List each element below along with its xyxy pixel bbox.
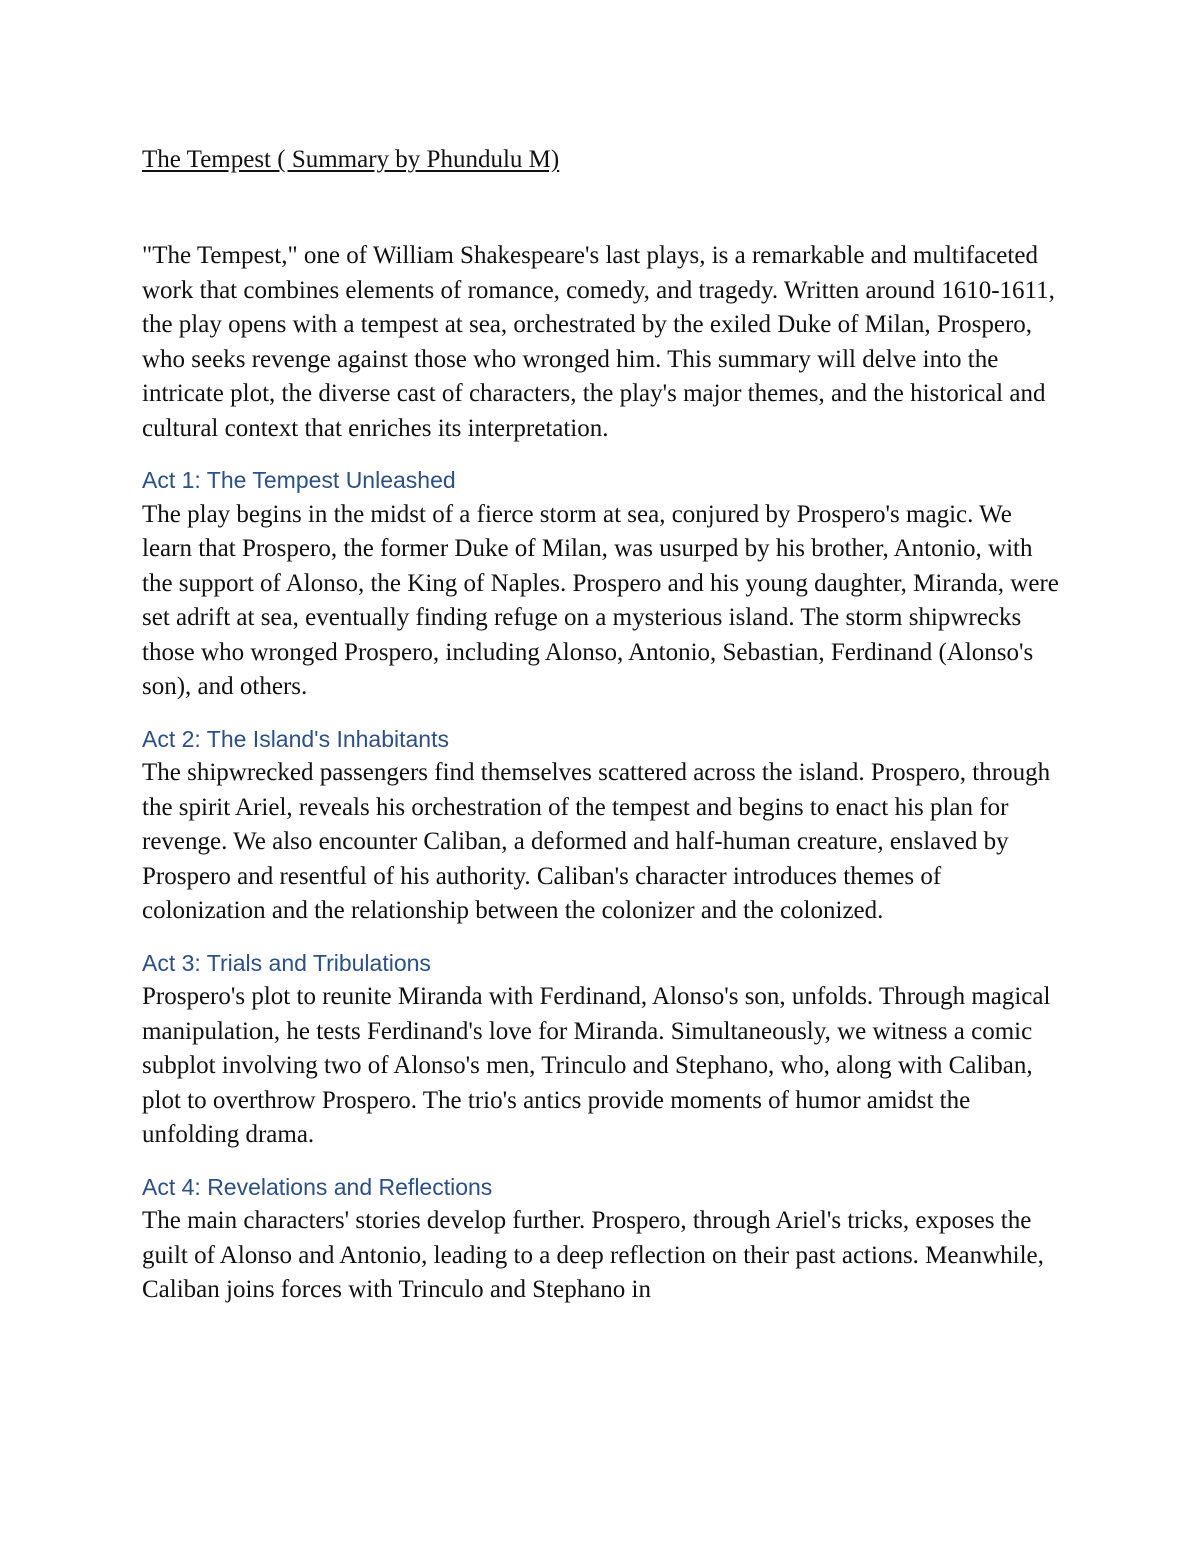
section-heading: Act 4: Revelations and Reflections bbox=[142, 1173, 493, 1200]
section-paragraph: The shipwrecked passengers find themselves scattered across the island. Prospero, through the spirit Ariel, reveals his orchestration of the tempest and begins to enact his plan for revenge. We also encounter Caliban, a deformed and half-human creature, enslaved by Prospero and resentful of his authority. Caliban's character introduces themes of colonization and the relationship between the colonizer and the colonized. bbox=[142, 759, 1051, 924]
section-act-3 bbox=[142, 946, 1067, 1153]
section-heading: Act 2: The Island's Inhabitants bbox=[142, 725, 449, 752]
intro-paragraph: "The Tempest," one of William Shakespeare's last plays, is a remarkable and multifaceted work that combines elements of romance, comedy, and tragedy. Written around 1610-1611, the play opens with a tempest at sea, orchestrated by the exiled Duke of Milan, Prospero, who seeks revenge against those who wronged him. This summary will delve into the intricate plot, the diverse cast of characters, the play's major themes, and the historical and cultural context that enriches its interpretation. bbox=[142, 242, 1055, 442]
section-heading: Act 1: The Tempest Unleashed bbox=[142, 467, 456, 493]
section-act-1 bbox=[142, 463, 1067, 705]
section-paragraph: Prospero's plot to reunite Miranda with Ferdinand, Alonso's son, unfolds. Through magical manipulation, he tests Ferdinand's love for Miranda. Simultaneously, we witness a comic subplot involving two of Alonso's men, Trinculo and Stephano, who, along with Caliban, plot to overthrow Prospero. The trio's antics provide moments of humor amidst the unfolding drama. bbox=[142, 983, 1051, 1148]
document-title: The Tempest ( Summary by Phundulu M) bbox=[142, 146, 560, 173]
section-paragraph: The main characters' stories develop further. Prospero, through Ariel's tricks, exposes the guilt of Alonso and Antonio, leading to a deep reflection on their past actions. Meanwhile, Caliban joins forces with Trinculo and Stephano in bbox=[142, 1207, 1044, 1303]
section-paragraph: The play begins in the midst of a fierce storm at sea, conjured by Prospero's magic. We learn that Prospero, the former Duke of Milan, was usurped by his brother, Antonio, with the support of Alonso, the King of Naples. Prospero and his young daughter, Miranda, were set adrift at sea, eventually finding refuge on a mysterious island. The storm shipwrecks those who wronged Prospero, including Alonso, Antonio, Sebastian, Ferdinand (Alonso's son), and others. bbox=[142, 500, 1059, 700]
section-act-2 bbox=[142, 722, 1067, 929]
section-heading: Act 3: Trials and Tribulations bbox=[142, 949, 431, 976]
section-act-4 bbox=[142, 1170, 1067, 1308]
document-content bbox=[142, 142, 1067, 1308]
